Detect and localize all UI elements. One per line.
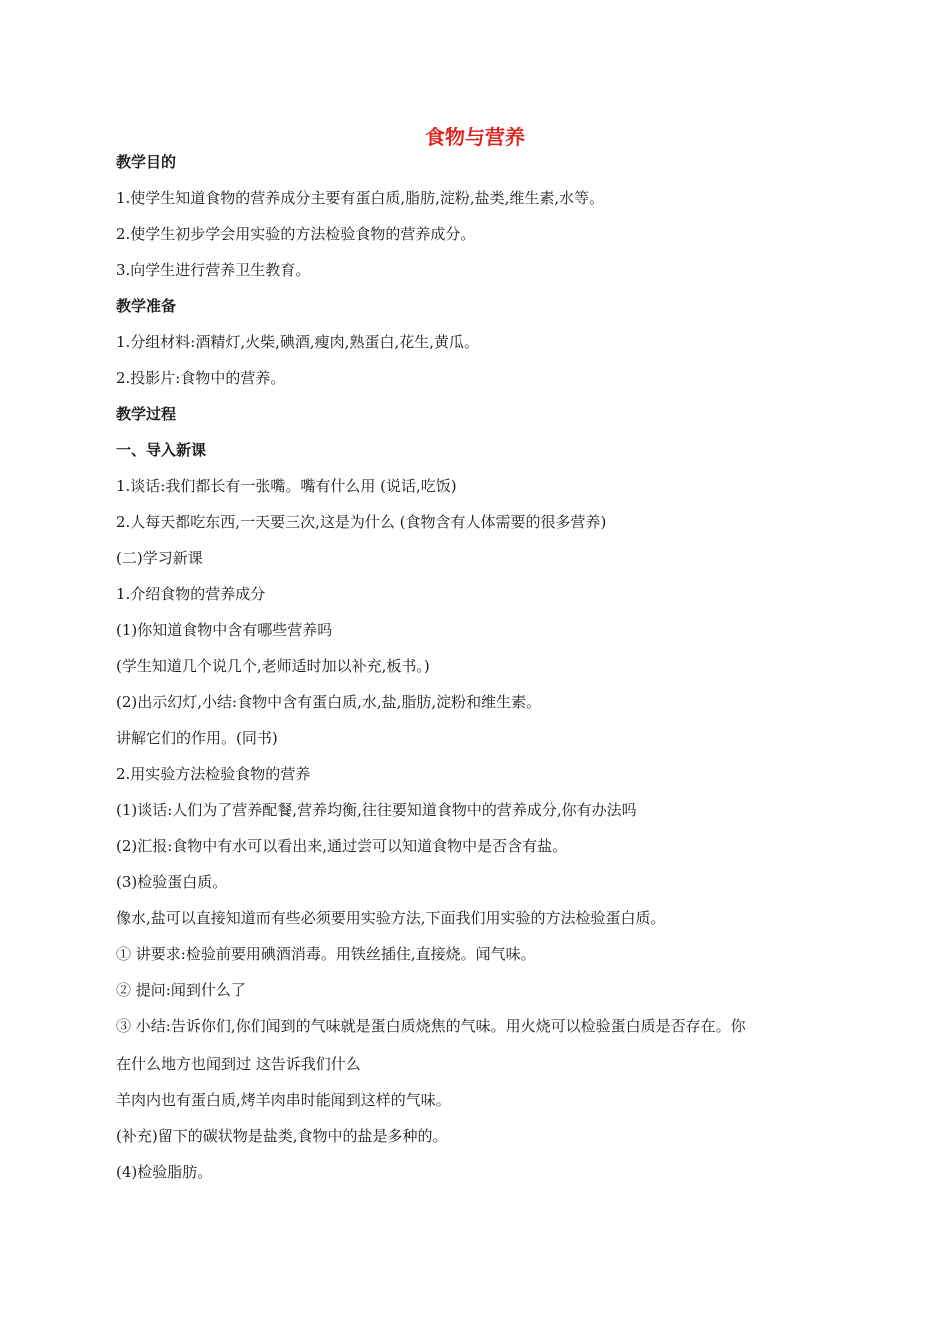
text-line: 1.介绍食物的营养成分 xyxy=(116,585,266,603)
text-line: (1)你知道食物中含有哪些营养吗 xyxy=(116,621,333,639)
text-line: 2.用实验方法检验食物的营养 xyxy=(116,765,311,783)
section-heading: 教学目的 xyxy=(116,153,177,171)
text-line: ② 提问:闻到什么了 xyxy=(116,981,246,999)
text-line: (3)检验蛋白质。 xyxy=(116,873,228,891)
section-heading: 教学准备 xyxy=(116,297,177,315)
text-line: (补充)留下的碳状物是盐类,食物中的盐是多种的。 xyxy=(116,1127,448,1145)
text-line: (2)出示幻灯,小结:食物中含有蛋白质,水,盐,脂肪,淀粉和维生素。 xyxy=(116,693,542,711)
text-line: (1)谈话:人们为了营养配餐,营养均衡,往往要知道食物中的营养成分,你有办法吗 xyxy=(116,801,637,819)
text-line: ③ 小结:告诉你们,你们闻到的气味就是蛋白质烧焦的气味。用火烧可以检验蛋白质是否存在。你 xyxy=(116,1017,746,1035)
text-line: 3.向学生进行营养卫生教育。 xyxy=(116,261,311,279)
section-heading: 教学过程 xyxy=(116,405,177,423)
text-line: 像水,盐可以直接知道而有些必须要用实验方法,下面我们用实验的方法检验蛋白质。 xyxy=(116,909,666,927)
text-line: 羊肉内也有蛋白质,烤羊肉串时能闻到这样的气味。 xyxy=(116,1091,451,1109)
text-line: (4)检验脂肪。 xyxy=(116,1163,213,1181)
text-line: ① 讲要求:检验前要用碘酒消毒。用铁丝插住,直接烧。闻气味。 xyxy=(116,945,536,963)
text-line: 2.使学生初步学会用实验的方法检验食物的营养成分。 xyxy=(116,225,476,243)
section-heading: 一、导入新课 xyxy=(116,441,207,459)
text-line: (2)汇报:食物中有水可以看出来,通过尝可以知道食物中是否含有盐。 xyxy=(116,837,568,855)
text-line: 讲解它们的作用。(同书) xyxy=(116,729,278,747)
text-line: 2.投影片:食物中的营养。 xyxy=(116,369,286,387)
text-line: 2.人每天都吃东西,一天要三次,这是为什么 (食物含有人体需要的很多营养) xyxy=(116,513,607,531)
document-title: 食物与营养 xyxy=(425,125,525,149)
text-line: (学生知道几个说几个,老师适时加以补充,板书。) xyxy=(116,657,430,675)
text-line: 在什么地方也闻到过 这告诉我们什么 xyxy=(116,1055,361,1073)
text-line: 1.使学生知道食物的营养成分主要有蛋白质,脂肪,淀粉,盐类,维生素,水等。 xyxy=(116,189,605,207)
text-line: 1.谈话:我们都长有一张嘴。嘴有什么用 (说话,吃饭) xyxy=(116,477,457,495)
text-line: 1.分组材料:酒精灯,火柴,碘酒,瘦肉,熟蛋白,花生,黄瓜。 xyxy=(116,333,479,351)
text-line: (二)学习新课 xyxy=(116,549,203,567)
